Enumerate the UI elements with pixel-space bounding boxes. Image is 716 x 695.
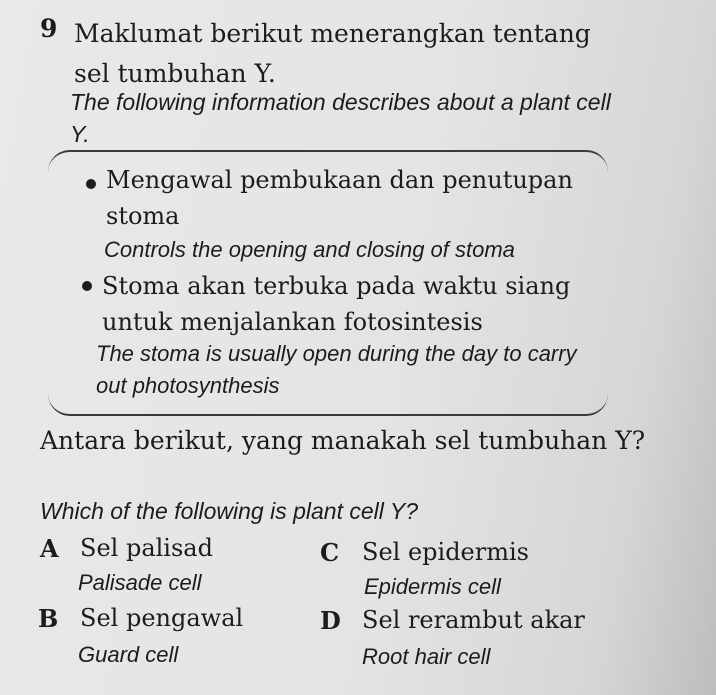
option-b-letter: B xyxy=(38,604,59,633)
option-a-letter: A xyxy=(40,534,59,563)
question-stem-english: The following information describes about a plant cell Y. xyxy=(70,89,611,147)
option-b-malay: Sel pengawal xyxy=(80,604,244,632)
question-number: 9 xyxy=(40,14,58,43)
info-item-1-malay: Mengawal pembukaan dan penutupan stoma xyxy=(106,166,573,230)
option-a-english: Palisade cell xyxy=(78,570,202,595)
option-c-malay: Sel epidermis xyxy=(362,538,529,566)
bullet-icon xyxy=(86,179,96,189)
info-item-2-english: The stoma is usually open during the day to carry out photosynthesis xyxy=(96,341,577,398)
bullet-icon xyxy=(82,281,92,291)
option-d-english: Root hair cell xyxy=(362,644,491,669)
option-a-malay: Sel palisad xyxy=(80,534,213,562)
option-d-letter: D xyxy=(320,606,341,635)
prompt-english: Which of the following is plant cell Y? xyxy=(40,498,418,524)
option-c-english: Epidermis cell xyxy=(364,574,501,599)
option-b-english: Guard cell xyxy=(78,642,179,667)
prompt-malay: Antara berikut, yang manakah sel tumbuhan Y? xyxy=(40,426,646,455)
option-c-letter: C xyxy=(320,538,340,567)
option-d-malay: Sel rerambut akar xyxy=(362,606,585,634)
info-item-1-english: Controls the opening and closing of stoma xyxy=(104,237,515,262)
question-stem-malay: Maklumat berikut menerangkan tentang sel tumbuhan Y. xyxy=(74,19,591,88)
info-item-2-malay: Stoma akan terbuka pada waktu siang untuk menjalankan fotosintesis xyxy=(102,272,571,336)
